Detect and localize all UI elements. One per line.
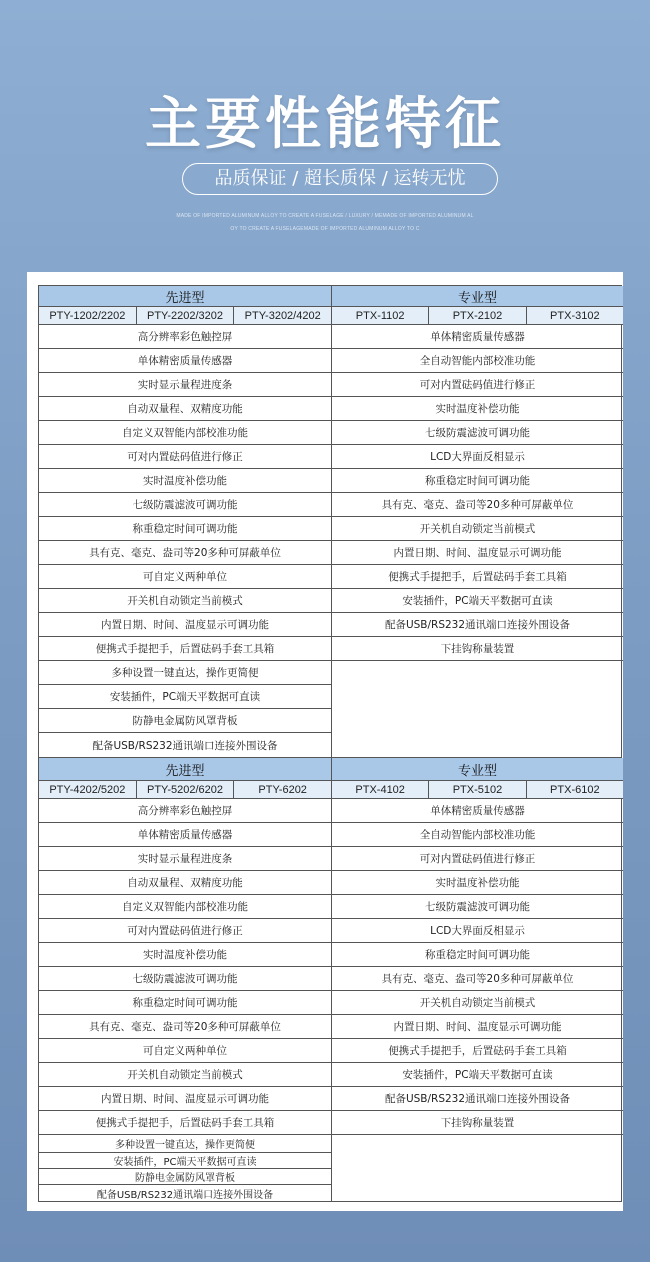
- feature-row: 可对内置砝码值进行修正: [332, 373, 623, 397]
- feature-row: 下挂钩称量装置: [332, 1111, 623, 1135]
- feature-row: 开关机自动锁定当前模式: [332, 991, 623, 1015]
- feature-row: 七级防震滤波可调功能: [332, 421, 623, 445]
- feature-row: 配备USB/RS232通讯端口连接外围设备: [332, 613, 623, 637]
- model-cell: PTX-6102: [526, 781, 623, 798]
- feature-row: 便携式手提把手，后置砝码手套工具箱: [332, 1039, 623, 1063]
- feature-row: 安装插件，PC端天平数据可直读: [39, 685, 331, 709]
- model-cell: PTY-4202/5202: [39, 781, 136, 798]
- feature-row: 可对内置砝码值进行修正: [332, 847, 623, 871]
- feature-row: 自动双量程、双精度功能: [39, 871, 331, 895]
- feature-row: LCD大界面反相显示: [332, 445, 623, 469]
- feature-row: 实时温度补偿功能: [39, 469, 331, 493]
- feature-row: 内置日期、时间、温度显示可调功能: [39, 613, 331, 637]
- model-row: [39, 307, 331, 325]
- feature-row: 单体精密质量传感器: [39, 823, 331, 847]
- feature-row: 实时显示量程进度条: [39, 847, 331, 871]
- feature-row: 可自定义两种单位: [39, 565, 331, 589]
- advanced-type-header: 先进型: [39, 758, 331, 781]
- tagline-line-1: MADE OF IMPORTED ALUMINUM ALLOY TO CREATE A FUSELAGE / LUXURY / MEMADE OF IMPORTED ALUMINUM AL: [176, 213, 474, 219]
- feature-row: 高分辨率彩色触控屏: [39, 325, 331, 349]
- model-row: [332, 307, 623, 325]
- feature-row: 可自定义两种单位: [39, 1039, 331, 1063]
- spec-table-2: [38, 757, 622, 1202]
- feature-row: 防静电金属防风罩背板: [39, 1169, 331, 1185]
- feature-row: 单体精密质量传感器: [332, 325, 623, 349]
- professional-type-header: 专业型: [332, 286, 623, 307]
- feature-row: 称重稳定时间可调功能: [332, 943, 623, 967]
- feature-row: 称重稳定时间可调功能: [332, 469, 623, 493]
- feature-row: 称重稳定时间可调功能: [39, 991, 331, 1015]
- model-cell: PTY-5202/6202: [136, 781, 234, 798]
- feature-row: 全自动智能内部校准功能: [332, 349, 623, 373]
- feature-row: 七级防震滤波可调功能: [39, 493, 331, 517]
- feature-row: 具有克、毫克、盎司等20多种可屏蔽单位: [39, 1015, 331, 1039]
- tagline-line-2: OY TO CREATE A FUSELAGEMADE OF IMPORTED ALUMINUM ALLOY TO C: [230, 226, 420, 232]
- model-cell: PTX-5102: [428, 781, 525, 798]
- feature-row: 安装插件，PC端天平数据可直读: [39, 1153, 331, 1169]
- feature-row: 可对内置砝码值进行修正: [39, 919, 331, 943]
- feature-row: 下挂钩称量装置: [332, 637, 623, 661]
- model-cell: PTX-4102: [332, 781, 428, 798]
- model-cell: PTX-3102: [526, 307, 623, 324]
- feature-row: 单体精密质量传感器: [39, 349, 331, 373]
- feature-row: 实时温度补偿功能: [332, 871, 623, 895]
- feature-row: 实时温度补偿功能: [39, 943, 331, 967]
- right-column: [331, 758, 623, 1201]
- feature-row: 全自动智能内部校准功能: [332, 823, 623, 847]
- feature-row: 开关机自动锁定当前模式: [39, 1063, 331, 1087]
- feature-row: 具有克、毫克、盎司等20多种可屏蔽单位: [332, 967, 623, 991]
- professional-type-header: 专业型: [332, 758, 623, 781]
- feature-row: 配备USB/RS232通讯端口连接外围设备: [96, 1189, 274, 1201]
- feature-row: 具有克、毫克、盎司等20多种可屏蔽单位: [39, 541, 331, 565]
- model-row: [39, 781, 331, 799]
- left-column: [39, 286, 331, 757]
- feature-row: 安装插件，PC端天平数据可直读: [332, 1063, 623, 1087]
- feature-row: 称重稳定时间可调功能: [39, 517, 331, 541]
- feature-row: 防静电金属防风罩背板: [39, 709, 331, 733]
- feature-row: 实时显示量程进度条: [39, 373, 331, 397]
- spec-card: [27, 272, 623, 1211]
- feature-row: 开关机自动锁定当前模式: [332, 517, 623, 541]
- left-column: [39, 758, 331, 1201]
- feature-row: 内置日期、时间、温度显示可调功能: [39, 1087, 331, 1111]
- feature-row: 配备USB/RS232通讯端口连接外围设备: [332, 1087, 623, 1111]
- model-cell: PTX-1102: [332, 307, 428, 324]
- advanced-type-header: 先进型: [39, 286, 331, 307]
- feature-row: 具有克、毫克、盎司等20多种可屏蔽单位: [332, 493, 623, 517]
- page-title: 主要性能特征: [145, 92, 505, 157]
- feature-row: 单体精密质量传感器: [332, 799, 623, 823]
- feature-row: 七级防震滤波可调功能: [332, 895, 623, 919]
- spec-table-1: [38, 285, 622, 758]
- feature-row: 多种设置一键直达，操作更简便: [39, 661, 331, 685]
- feature-row: 开关机自动锁定当前模式: [39, 589, 331, 613]
- feature-row: 自定义双智能内部校准功能: [39, 895, 331, 919]
- slogan-pill: 品质保证 / 超长质保 / 运转无忧: [182, 163, 498, 195]
- feature-row: 配备USB/RS232通讯端口连接外围设备: [92, 739, 278, 752]
- feature-row: 实时温度补偿功能: [332, 397, 623, 421]
- feature-row: 便携式手提把手，后置砝码手套工具箱: [332, 565, 623, 589]
- feature-row: LCD大界面反相显示: [332, 919, 623, 943]
- feature-row: 便携式手提把手，后置砝码手套工具箱: [39, 637, 331, 661]
- feature-row: 内置日期、时间、温度显示可调功能: [332, 1015, 623, 1039]
- model-cell: PTY-2202/3202: [136, 307, 234, 324]
- feature-row: 七级防震滤波可调功能: [39, 967, 331, 991]
- feature-row: 便携式手提把手，后置砝码手套工具箱: [39, 1111, 331, 1135]
- feature-row: 自动双量程、双精度功能: [39, 397, 331, 421]
- model-cell: PTY-1202/2202: [39, 307, 136, 324]
- model-row: [332, 781, 623, 799]
- right-column: [331, 286, 623, 757]
- feature-row: 多种设置一键直达，操作更简便: [39, 1135, 331, 1153]
- feature-row: 自定义双智能内部校准功能: [39, 421, 331, 445]
- feature-row: 安装插件，PC端天平数据可直读: [332, 589, 623, 613]
- model-cell: PTY-3202/4202: [233, 307, 331, 324]
- model-cell: PTX-2102: [428, 307, 525, 324]
- feature-row: 可对内置砝码值进行修正: [39, 445, 331, 469]
- feature-row: 内置日期、时间、温度显示可调功能: [332, 541, 623, 565]
- model-cell: PTY-6202: [233, 781, 331, 798]
- feature-row: 高分辨率彩色触控屏: [39, 799, 331, 823]
